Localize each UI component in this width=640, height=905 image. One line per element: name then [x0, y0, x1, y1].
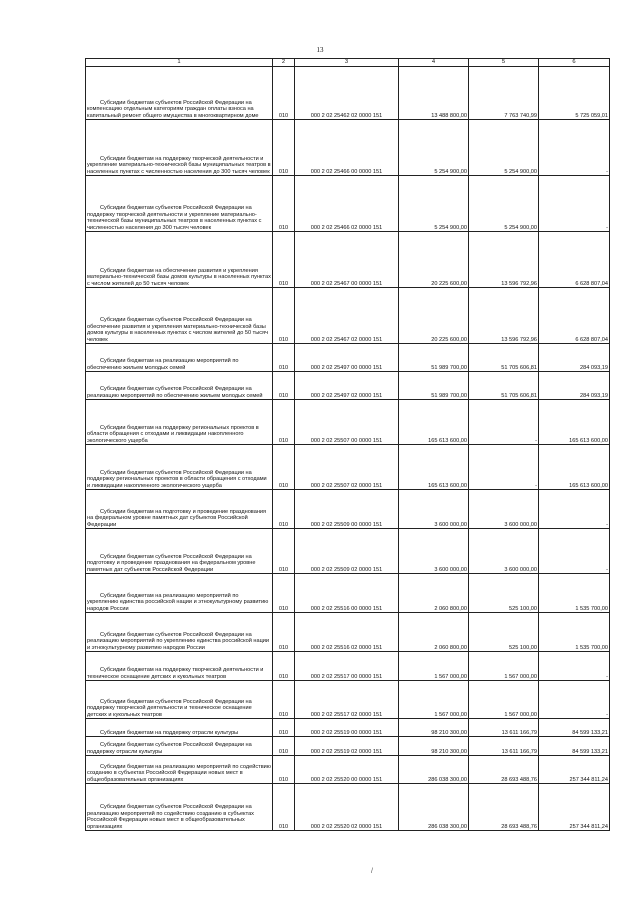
row-amount-remaining: -	[539, 652, 610, 681]
row-code: 010	[273, 613, 295, 652]
row-name: Субсидии бюджетам на реализацию мероприятий по обеспечению жильем молодых семей	[86, 344, 273, 372]
row-amount-executed: 3 600 000,00	[469, 490, 539, 529]
row-amount-remaining: 84 599 133,21	[539, 719, 610, 737]
row-kbk: 000 2 02 25509 00 0000 151	[295, 490, 399, 529]
row-amount-remaining: 165 613 600,00	[539, 445, 610, 490]
scan-mark: /	[371, 868, 373, 875]
row-kbk: 000 2 02 25497 02 0000 151	[295, 372, 399, 400]
row-kbk: 000 2 02 25520 00 0000 151	[295, 756, 399, 784]
row-amount-remaining: 84 599 133,21	[539, 737, 610, 756]
row-amount-remaining: 6 628 807,04	[539, 288, 610, 344]
row-amount-remaining: -	[539, 490, 610, 529]
row-name: Субсидии бюджетам субъектов Российской Федерации на поддержку региональных проектов в области обращения с отходами и ликвидации накопленного экологического ущерба	[86, 445, 273, 490]
row-amount-planned: 286 038 300,00	[399, 756, 469, 784]
row-amount-executed: -	[469, 445, 539, 490]
row-amount-remaining: -	[539, 120, 610, 176]
row-amount-planned: 165 613 600,00	[399, 445, 469, 490]
table-row	[86, 784, 610, 831]
row-name: Субсидии бюджетам субъектов Российской Федерации на реализацию мероприятий по содействию созданию в субъектах Российской Федерации новых мест в общеобразовательных организациях	[86, 784, 273, 831]
row-amount-executed: 525 100,00	[469, 613, 539, 652]
row-kbk: 000 2 02 25462 02 0000 151	[295, 67, 399, 120]
row-amount-remaining: 6 628 807,04	[539, 232, 610, 288]
row-code: 010	[273, 445, 295, 490]
row-amount-planned: 165 613 600,00	[399, 400, 469, 445]
row-kbk: 000 2 02 25507 00 0000 151	[295, 400, 399, 445]
row-amount-planned: 20 225 600,00	[399, 288, 469, 344]
row-amount-executed: 525 100,00	[469, 574, 539, 613]
row-code: 010	[273, 344, 295, 372]
row-amount-remaining: 1 535 700,00	[539, 574, 610, 613]
column-header: 5	[469, 59, 539, 67]
row-amount-remaining: 165 613 600,00	[539, 400, 610, 445]
row-kbk: 000 2 02 25516 02 0000 151	[295, 613, 399, 652]
row-kbk: 000 2 02 25517 02 0000 151	[295, 681, 399, 719]
row-name: Субсидии бюджетам субъектов Российской Федерации на обеспечение развития и укрепления материально-технической базы домов культуры в населенных пунктах с числом жителей до 50 тысяч человек	[86, 288, 273, 344]
table-row	[86, 372, 610, 400]
table-row	[86, 756, 610, 784]
row-code: 010	[273, 719, 295, 737]
row-name: Субсидии бюджетам субъектов Российской Федерации на компенсацию отдельным категориям граждан оплаты взноса на капитальный ремонт общего имущества в многоквартирном доме	[86, 67, 273, 120]
row-code: 010	[273, 232, 295, 288]
row-code: 010	[273, 288, 295, 344]
column-header: 1	[86, 59, 273, 67]
row-amount-remaining: 284 093,19	[539, 344, 610, 372]
row-code: 010	[273, 372, 295, 400]
row-amount-planned: 3 600 000,00	[399, 529, 469, 574]
table-row	[86, 232, 610, 288]
table-row	[86, 400, 610, 445]
table-row	[86, 719, 610, 737]
row-code: 010	[273, 176, 295, 232]
table-row	[86, 445, 610, 490]
row-name: Субсидии бюджетам на реализацию мероприятий по укреплению единства российской нации и этнокультурному развитию народов России	[86, 574, 273, 613]
row-amount-planned: 2 060 800,00	[399, 574, 469, 613]
table-row	[86, 529, 610, 574]
table-row	[86, 120, 610, 176]
table-row	[86, 613, 610, 652]
row-amount-remaining: -	[539, 681, 610, 719]
row-kbk: 000 2 02 25497 00 0000 151	[295, 344, 399, 372]
row-code: 010	[273, 529, 295, 574]
row-amount-executed: 28 693 488,76	[469, 784, 539, 831]
row-amount-planned: 13 488 800,00	[399, 67, 469, 120]
row-code: 010	[273, 737, 295, 756]
row-code: 010	[273, 120, 295, 176]
row-name: Субсидии бюджетам на поддержку региональных проектов в области обращения с отходами и ликвидации накопленного экологического ущерба	[86, 400, 273, 445]
row-kbk: 000 2 02 25520 02 0000 151	[295, 784, 399, 831]
row-amount-planned: 3 600 000,00	[399, 490, 469, 529]
row-amount-executed: 13 611 166,79	[469, 719, 539, 737]
row-amount-executed: 5 254 900,00	[469, 176, 539, 232]
table-row	[86, 574, 610, 613]
page-number: 13	[316, 46, 324, 54]
row-amount-executed: 3 600 000,00	[469, 529, 539, 574]
column-header: 3	[295, 59, 399, 67]
row-name: Субсидии бюджетам субъектов Российской Федерации на подготовку и проведение празднования на федеральном уровне памятных дат субъектов Российской Федерации	[86, 529, 273, 574]
row-amount-executed: 13 596 792,96	[469, 232, 539, 288]
row-amount-executed: 7 763 740,99	[469, 67, 539, 120]
row-code: 010	[273, 652, 295, 681]
row-amount-remaining: 257 344 811,24	[539, 784, 610, 831]
row-name: Субсидии бюджетам субъектов Российской Федерации на поддержку отрасли культуры	[86, 737, 273, 756]
row-amount-planned: 2 060 800,00	[399, 613, 469, 652]
row-amount-executed: 5 254 900,00	[469, 120, 539, 176]
row-amount-planned: 286 038 300,00	[399, 784, 469, 831]
row-kbk: 000 2 02 25509 02 0000 151	[295, 529, 399, 574]
row-name: Субсидии бюджетам субъектов Российской Федерации на поддержку творческой деятельности и техническое оснащение детских и кукольных театров	[86, 681, 273, 719]
row-name: Субсидии бюджетам субъектов Российской Федерации на реализацию мероприятий по укреплению единства российской нации и этнокультурному развитию народов России	[86, 613, 273, 652]
row-amount-planned: 51 989 700,00	[399, 344, 469, 372]
header-row	[86, 59, 610, 67]
column-header: 4	[399, 59, 469, 67]
row-code: 010	[273, 756, 295, 784]
row-code: 010	[273, 681, 295, 719]
row-amount-executed: 1 567 000,00	[469, 681, 539, 719]
row-kbk: 000 2 02 25466 02 0000 151	[295, 176, 399, 232]
row-name: Субсидии бюджетам субъектов Российской Федерации на поддержку творческой деятельности и укрепление материально-технической базы муниципальных театров в населенных пунктах с численностью населения до 300 тысяч человек	[86, 176, 273, 232]
row-kbk: 000 2 02 25517 00 0000 151	[295, 652, 399, 681]
table-row	[86, 344, 610, 372]
column-header: 2	[273, 59, 295, 67]
table-row	[86, 681, 610, 719]
row-amount-planned: 1 567 000,00	[399, 681, 469, 719]
row-name: Субсидии бюджетам на обеспечение развития и укрепления материально-технической базы домов культуры в населенных пунктах с числом жителей до 50 тысяч человек	[86, 232, 273, 288]
row-name: Субсидии бюджетам субъектов Российской Федерации на реализацию мероприятий по обеспечению жильем молодых семей	[86, 372, 273, 400]
row-amount-executed: 1 567 000,00	[469, 652, 539, 681]
row-amount-planned: 1 567 000,00	[399, 652, 469, 681]
row-code: 010	[273, 574, 295, 613]
table-row	[86, 652, 610, 681]
row-amount-planned: 5 254 900,00	[399, 120, 469, 176]
row-kbk: 000 2 02 25467 00 0000 151	[295, 232, 399, 288]
row-name: Субсидии бюджетам на поддержку творческой деятельности и укрепление материально-технической базы муниципальных театров в населенных пунктах с численностью населения до 300 тысяч человек	[86, 120, 273, 176]
row-amount-remaining: -	[539, 176, 610, 232]
row-amount-executed: 13 596 792,96	[469, 288, 539, 344]
row-amount-executed: 51 705 606,81	[469, 372, 539, 400]
row-amount-remaining: 257 344 811,24	[539, 756, 610, 784]
table-row	[86, 737, 610, 756]
row-kbk: 000 2 02 25519 02 0000 151	[295, 737, 399, 756]
row-code: 010	[273, 400, 295, 445]
row-kbk: 000 2 02 25467 02 0000 151	[295, 288, 399, 344]
row-amount-planned: 5 254 900,00	[399, 176, 469, 232]
row-name: Субсидия бюджетам на поддержку отрасли культуры	[86, 719, 273, 737]
table-row	[86, 67, 610, 120]
row-amount-planned: 51 989 700,00	[399, 372, 469, 400]
row-code: 010	[273, 784, 295, 831]
table-row	[86, 490, 610, 529]
row-amount-remaining: -	[539, 529, 610, 574]
row-code: 010	[273, 490, 295, 529]
row-amount-planned: 98 210 300,00	[399, 737, 469, 756]
column-header: 6	[539, 59, 610, 67]
table-row	[86, 288, 610, 344]
row-amount-remaining: 5 725 059,01	[539, 67, 610, 120]
row-kbk: 000 2 02 25519 00 0000 151	[295, 719, 399, 737]
budget-table	[85, 58, 610, 831]
row-amount-executed: 51 705 606,81	[469, 344, 539, 372]
row-amount-planned: 98 210 300,00	[399, 719, 469, 737]
row-amount-remaining: 1 535 700,00	[539, 613, 610, 652]
row-kbk: 000 2 02 25507 02 0000 151	[295, 445, 399, 490]
row-kbk: 000 2 02 25466 00 0000 151	[295, 120, 399, 176]
row-amount-planned: 20 225 600,00	[399, 232, 469, 288]
row-code: 010	[273, 67, 295, 120]
row-amount-executed: -	[469, 400, 539, 445]
row-name: Субсидии бюджетам на реализацию мероприятий по содействию созданию в субъектах Российской Федерации новых мест в общеобразовательных организациях	[86, 756, 273, 784]
row-amount-executed: 28 693 488,76	[469, 756, 539, 784]
row-amount-remaining: 284 093,19	[539, 372, 610, 400]
row-name: Субсидии бюджетам на подготовку и проведение празднования на федеральном уровне памятных дат субъектов Российской Федерации	[86, 490, 273, 529]
row-name: Субсидии бюджетам на поддержку творческой деятельности и техническое оснащение детских и кукольных театров	[86, 652, 273, 681]
table-row	[86, 176, 610, 232]
row-kbk: 000 2 02 25516 00 0000 151	[295, 574, 399, 613]
row-amount-executed: 13 611 166,79	[469, 737, 539, 756]
